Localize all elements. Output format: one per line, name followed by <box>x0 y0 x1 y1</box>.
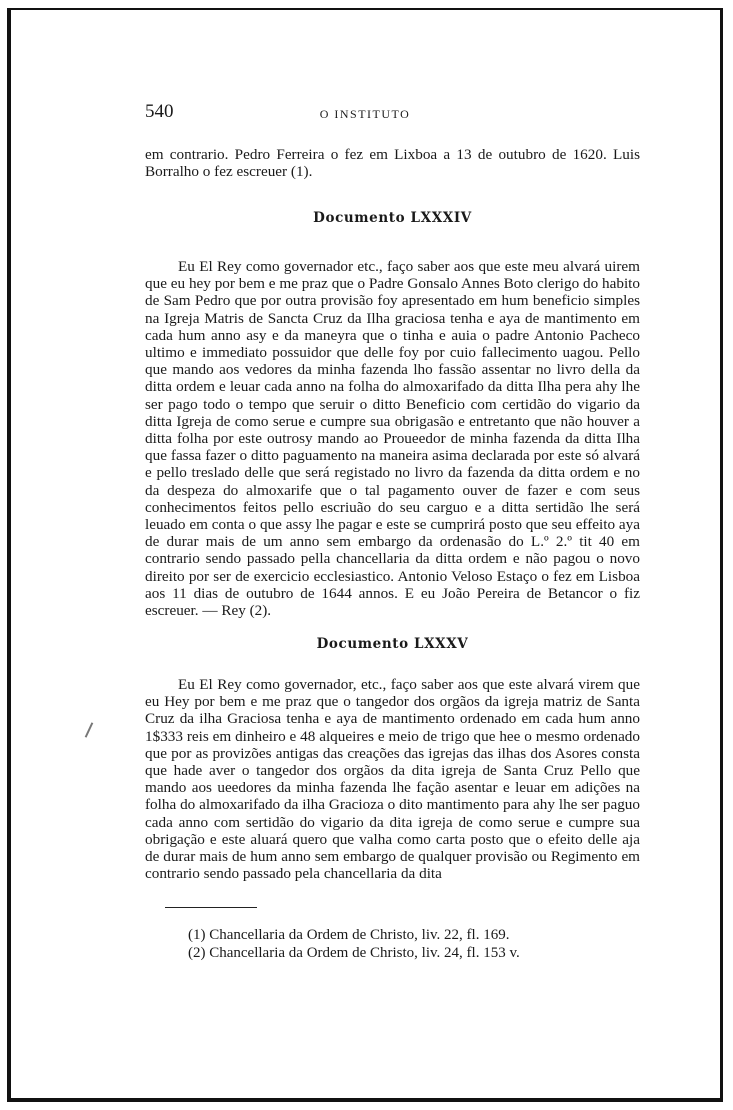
footnotes <box>188 927 608 962</box>
footnote-rule <box>165 907 257 908</box>
document-lxxxiv-heading: Documento LXXXIV <box>313 210 472 226</box>
document-lxxxv-text: Eu El Rey como governador, etc., faço saber aos que este alvará virem que eu Hey por bem e me praz que o tangedor dos orgãos da igreja matriz de Santa Cruz da ilha Graciosa tenha e aya de mantimento ordenado em cada hum anno 1$333 reis em dinheiro e 48 alqueires e meio de trigo que hee o mesmo ordenado que por as provizões antigas das creações das igrejas das ilhas dos Asores consta que hade aver o tangedor dos orgãos da dita igreja de Santa Cruz Pello que mando aos ueedores da minha fazenda lhe fação asentar e leuar em adições na folha do almoxarifado da ilha Gracioza o dito mantimento para ahy lhe ser paguo cada anno com sertidão do vigario da dita igreja de como serue e cumpre sua obrigação e este aluará quero que valha como carta posto que o efeito delle aja de durar mais de hum anno sem embargo de qualquer provisão ou Regimento em contrario sendo passado pela chancellaria da dita <box>145 676 640 883</box>
document-lxxxv-heading: Documento LXXXV <box>316 636 469 652</box>
document-lxxxiv-body <box>145 258 640 619</box>
intro-text: em contrario. Pedro Ferreira o fez em Lixboa a 13 de outubro de 1620. Luis Borralho o fez escreuer (1). <box>145 146 640 181</box>
running-header <box>145 101 585 125</box>
footnote-1: (1) Chancellaria da Ordem de Christo, liv. 22, fl. 169. <box>188 927 510 943</box>
running-title: O INSTITUTO <box>319 107 411 121</box>
page-number: 540 <box>145 101 174 122</box>
document-lxxxv-body <box>145 676 640 882</box>
intro-paragraph <box>145 146 640 180</box>
document-lxxxiv-text: Eu El Rey como governador etc., faço saber aos que este meu alvará uirem que eu hey por bem e me praz que o Padre Gonsalo Annes Boto clerigo do habito de Sam Pedro que por outra provisão foy apresentado em hum beneficio simples na Igreja Matris de Sancta Cruz da Ilha graciosa tenha e aya de mantimento em cada hum anno asy e da maneyra que o tinha e auia o padre Antonio Pacheco ultimo e immediato possuidor que delle foy por cuio fallecimento uagou. Pello que mando aos vedores da minha fazenda lho fassão assentar no livro della da ditta ordem e leuar cada anno na folha do almoxarifado da ditta Ilha pera ahy lhe ser pago todo o tempo que seruir o ditto Beneficio com certidão do vigario da ditta Igreja de como serue e cumpre sua obrigasão e entretanto que não houver a ditta folha por este outrosy mando ao Proueedor de minha fazenda da ditta Ilha que fassa fazer o ditto paguamento na maneira asima declarada por este só alvará e pello treslado delle que será registado no livro da fazenda da ditta ordem e no da despeza do almoxarife que o tal pagamento ouver de fazer e com seus conhecimentos feitos pello escriuão do seu carguo e a ditta sertidão lhe será leuado em conta o que assy lhe pagar e este se cumprirá posto que seu effeito aya de durar mais de um anno sem embargo da ordenasão do L.º 2.º tit 40 em contrario sendo passado pella chancellaria da ditta ordem e não pagou o novo direito por ser de exercicio ecclesiastico. Antonio Veloso Estaço o fez em Lisboa aos 11 dias de outubro de 1644 annos. E eu João Pereira de Betancor o fiz escreuer. — Rey (2). <box>145 258 640 620</box>
footnote-2: (2) Chancellaria da Ordem de Christo, liv. 24, fl. 153 v. <box>188 944 520 961</box>
